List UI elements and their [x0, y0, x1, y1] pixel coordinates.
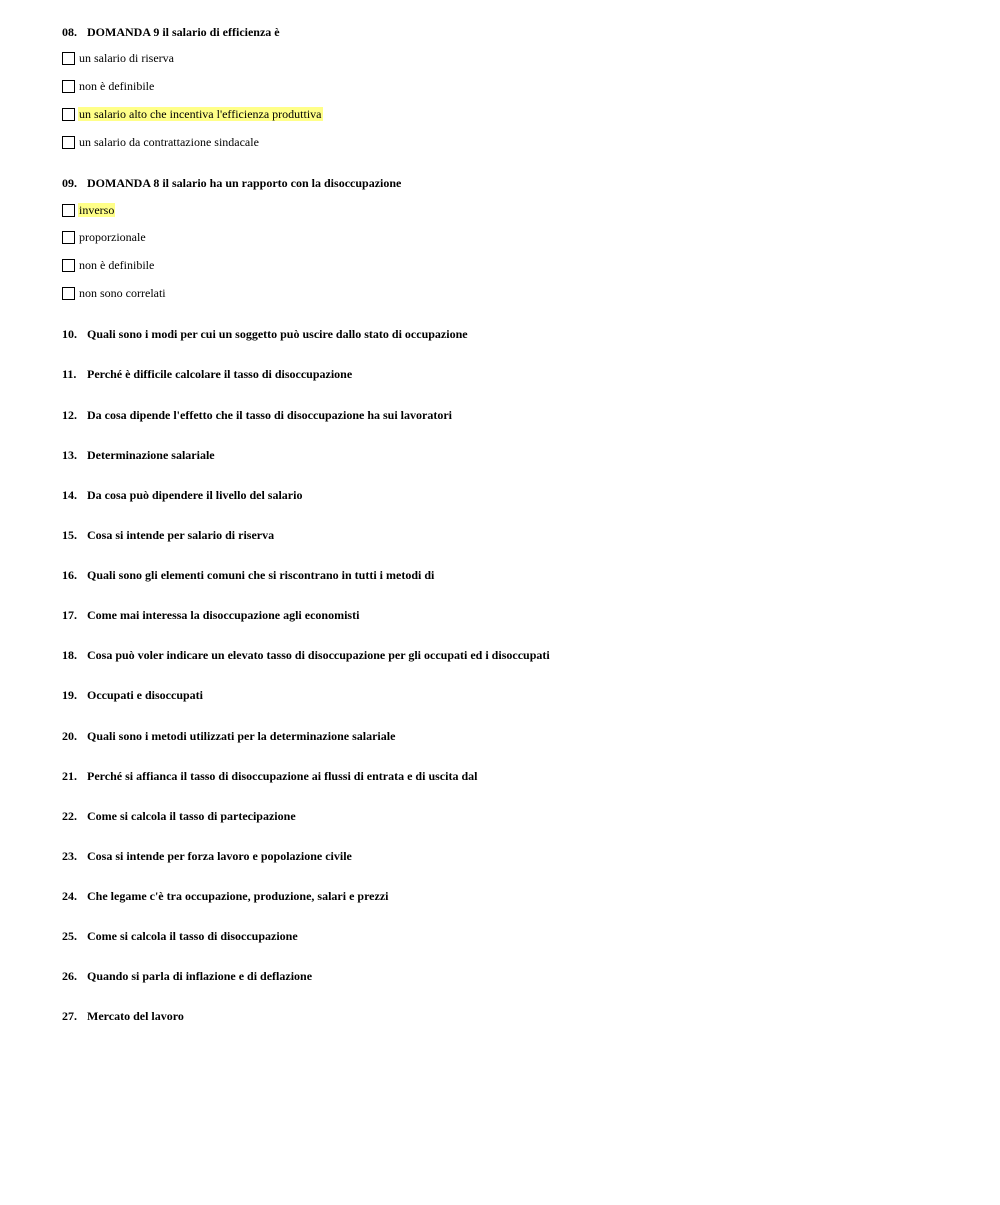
answer-option[interactable] — [62, 257, 155, 273]
question-heading — [62, 648, 550, 662]
question-text: Che legame c'è tra occupazione, produzione, salari e prezzi — [87, 889, 389, 903]
question-number: 18. — [62, 648, 77, 662]
answer-option[interactable] — [62, 78, 155, 94]
option-label-highlighted: un salario alto che incentiva l'efficienza produttiva — [79, 107, 322, 121]
question-text: Perché è difficile calcolare il tasso di disoccupazione — [87, 367, 353, 381]
question-number: 12. — [62, 408, 77, 422]
question-text: Come si calcola il tasso di partecipazione — [87, 809, 296, 823]
checkbox[interactable] — [62, 136, 75, 149]
question-heading — [62, 809, 296, 823]
question-number: 11. — [62, 367, 77, 381]
question-number: 10. — [62, 327, 77, 341]
question-heading — [62, 889, 389, 903]
question-heading — [62, 969, 312, 983]
question-heading — [62, 448, 215, 462]
option-label: non è definibile — [79, 79, 155, 93]
question-number: 27. — [62, 1009, 77, 1023]
question-number: 13. — [62, 448, 77, 462]
question-number: 17. — [62, 608, 77, 622]
question-text: Come si calcola il tasso di disoccupazione — [87, 929, 298, 943]
option-label: non sono correlati — [79, 286, 166, 300]
question-heading — [62, 729, 395, 743]
question-text: Quali sono i metodi utilizzati per la determinazione salariale — [87, 729, 396, 743]
checkbox[interactable] — [62, 52, 75, 65]
question-text: Mercato del lavoro — [87, 1009, 184, 1023]
question-heading — [62, 528, 274, 542]
question-text: DOMANDA 9 il salario di efficienza è — [87, 25, 280, 39]
question-heading — [62, 568, 434, 582]
checkbox[interactable] — [62, 259, 75, 272]
checkbox[interactable] — [62, 231, 75, 244]
option-label: non è definibile — [79, 258, 155, 272]
question-heading — [62, 176, 401, 190]
question-number: 22. — [62, 809, 77, 823]
question-number: 24. — [62, 889, 77, 903]
question-heading — [62, 1009, 184, 1023]
question-heading — [62, 367, 352, 381]
answer-option[interactable] — [62, 229, 147, 245]
question-heading — [62, 929, 298, 943]
question-number: 23. — [62, 849, 77, 863]
question-number: 16. — [62, 568, 77, 582]
question-heading — [62, 608, 359, 622]
question-number: 09. — [62, 176, 77, 190]
question-text: Determinazione salariale — [87, 448, 215, 462]
option-label: un salario di riserva — [79, 51, 174, 65]
option-label-highlighted: inverso — [79, 203, 115, 217]
question-number: 19. — [62, 688, 77, 702]
answer-option[interactable] — [62, 134, 260, 150]
question-text: Quando si parla di inflazione e di deflazione — [87, 969, 313, 983]
question-heading — [62, 408, 452, 422]
question-text: Da cosa può dipendere il livello del salario — [87, 488, 303, 502]
question-text: Da cosa dipende l'effetto che il tasso di disoccupazione ha sui lavoratori — [87, 408, 452, 422]
checkbox[interactable] — [62, 80, 75, 93]
question-heading — [62, 25, 280, 39]
question-text: Quali sono gli elementi comuni che si riscontrano in tutti i metodi di — [87, 568, 435, 582]
question-number: 20. — [62, 729, 77, 743]
question-heading — [62, 769, 477, 783]
question-text: Occupati e disoccupati — [87, 688, 203, 702]
question-heading — [62, 488, 302, 502]
question-text: Come mai interessa la disoccupazione agli economisti — [87, 608, 360, 622]
checkbox[interactable] — [62, 108, 75, 121]
question-number: 25. — [62, 929, 77, 943]
question-number: 14. — [62, 488, 77, 502]
question-heading — [62, 849, 352, 863]
question-text: DOMANDA 8 il salario ha un rapporto con la disoccupazione — [87, 176, 402, 190]
question-heading — [62, 327, 468, 341]
question-number: 21. — [62, 769, 77, 783]
question-heading — [62, 688, 203, 702]
answer-option-highlighted[interactable] — [62, 106, 323, 122]
question-text: Cosa può voler indicare un elevato tasso di disoccupazione per gli occupati ed i disoccupati — [87, 648, 550, 662]
question-number: 08. — [62, 25, 77, 39]
question-text: Cosa si intende per salario di riserva — [87, 528, 275, 542]
answer-option-highlighted[interactable] — [62, 202, 115, 218]
question-text: Cosa si intende per forza lavoro e popolazione civile — [87, 849, 352, 863]
option-label: proporzionale — [79, 230, 146, 244]
answer-option[interactable] — [62, 50, 175, 66]
checkbox[interactable] — [62, 204, 75, 217]
checkbox[interactable] — [62, 287, 75, 300]
answer-option[interactable] — [62, 285, 167, 301]
question-number: 26. — [62, 969, 77, 983]
question-text: Perché si affianca il tasso di disoccupazione ai flussi di entrata e di uscita dal — [87, 769, 478, 783]
question-text: Quali sono i modi per cui un soggetto può uscire dallo stato di occupazione — [87, 327, 468, 341]
question-number: 15. — [62, 528, 77, 542]
option-label: un salario da contrattazione sindacale — [79, 135, 259, 149]
